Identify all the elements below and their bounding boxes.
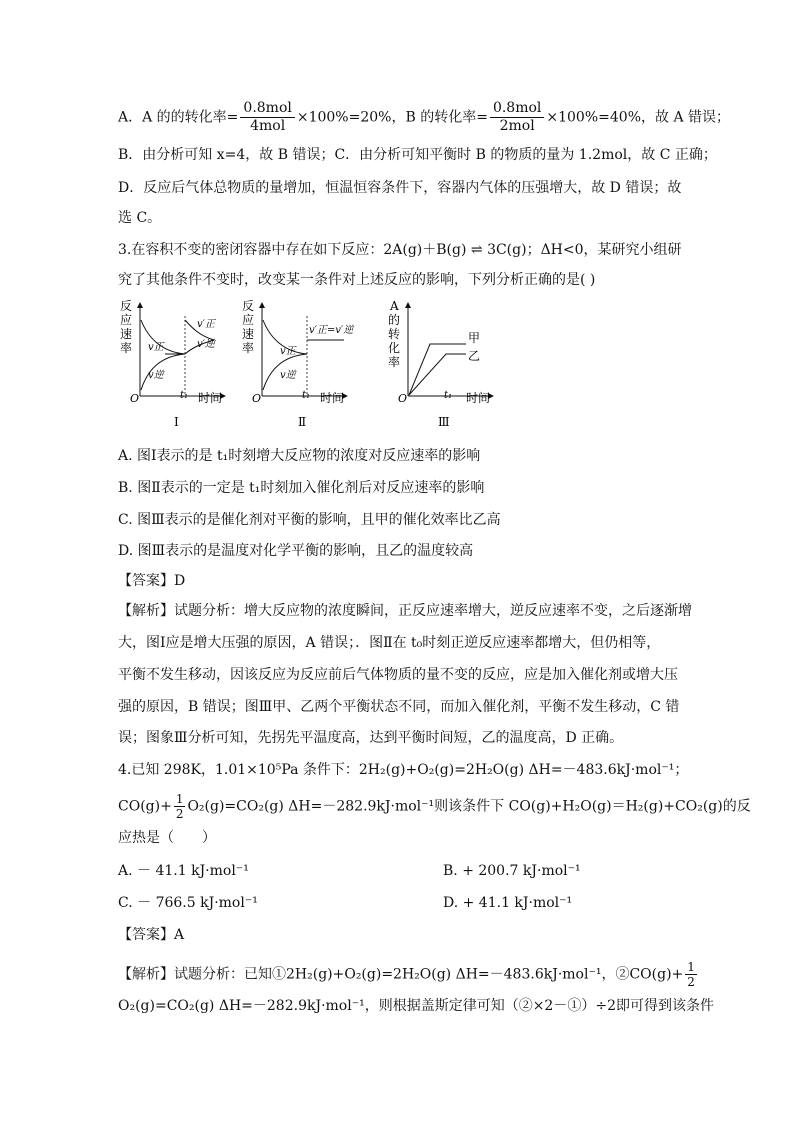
svg-text:t₁: t₁	[302, 390, 311, 401]
q3-stem-line2: 究了其他条件不变时，改变某一条件对上述反应的影响，下列分析正确的是( )	[118, 272, 596, 288]
svg-text:v逆: v逆	[148, 370, 164, 381]
svg-text:率: 率	[388, 355, 401, 369]
svg-text:应: 应	[242, 313, 255, 327]
svg-text:乙: 乙	[468, 349, 481, 363]
svg-text:A: A	[390, 299, 399, 313]
q3-analysis-line-5: 误；图象Ⅲ分析可知，先拐先平温度高，达到平衡时间短，乙的温度高，D 正确。	[118, 730, 624, 746]
q4-option-c: C. － 766.5 kJ·mol⁻¹	[118, 895, 258, 911]
g1-ylabel	[120, 299, 132, 355]
g3-series-jia	[409, 344, 466, 395]
q3-option-b: B. 图Ⅱ表示的一定是 t₁时刻加入催化剂后对反应速率的影响	[118, 480, 485, 496]
svg-text:甲: 甲	[468, 331, 481, 345]
q4-answer: 【答案】A	[118, 927, 185, 943]
q4-analysis-line-2: O₂(g)=CO₂(g) ΔH=－282.9kJ·mol⁻¹，则根据盖斯定律可知（②×2－①）÷2即可得到该条件	[118, 998, 714, 1014]
q4-stem-line3: 应热是（ ）	[118, 830, 216, 846]
svg-text:v′逆: v′逆	[197, 339, 215, 350]
q3-analysis-line-1: 【解析】试题分析：增大反应物的浓度瞬间，正反应速率增大，逆反应速率不变，之后逐渐增	[118, 603, 692, 619]
svg-text:v逆: v逆	[280, 370, 296, 381]
q2-option-d-analysis: D．反应后气体总物质的量增加，恒温恒容条件下，容器内气体的压强增大，故 D 错误；故	[118, 180, 682, 196]
svg-text:转: 转	[388, 327, 401, 341]
q2-option-bc-analysis: B．由分析可知 x=4，故 B 错误；C．由分析可知平衡时 B 的物质的量为 1.2mol，故 C 正确；	[118, 147, 717, 163]
svg-text:O: O	[398, 392, 408, 405]
analysis-half-fraction: $\frac{1}{2}$	[687, 960, 695, 989]
svg-text:Ⅲ: Ⅲ	[438, 415, 450, 429]
svg-text:O: O	[252, 392, 262, 405]
svg-text:反: 反	[120, 299, 133, 313]
q3-stem-line1: 3.在容积不变的密闭容器中存在如下反应：2A(g)＋B(g) ⇌ 3C(g)；ΔH<0，某研究小组研	[118, 242, 682, 258]
q4-option-d: D. + 41.1 kJ·mol⁻¹	[443, 895, 573, 911]
graph-3	[388, 299, 494, 429]
svg-text:的: 的	[388, 313, 401, 327]
svg-text:化: 化	[388, 341, 401, 355]
svg-text:Ⅱ: Ⅱ	[298, 415, 307, 429]
q3-answer: 【答案】D	[118, 573, 186, 589]
svg-text:v正: v正	[148, 342, 164, 353]
graph-1	[120, 299, 226, 429]
svg-text:时间: 时间	[198, 391, 223, 405]
graph-2	[242, 299, 355, 429]
svg-text:O: O	[130, 392, 140, 405]
q3-option-d: D. 图Ⅲ表示的是温度对化学平衡的影响，且乙的温度较高	[118, 543, 474, 559]
svg-text:v′正: v′正	[197, 319, 215, 330]
svg-text:反: 反	[242, 299, 255, 313]
g1-y-arrow	[137, 302, 143, 308]
q3-option-c: C. 图Ⅲ表示的是催化剂对平衡的影响，且甲的催化效率比乙高	[118, 512, 501, 528]
svg-text:速: 速	[242, 327, 255, 341]
q4-stem-line1: 4.已知 298K，1.01×10⁵Pa 条件下：2H₂(g)+O₂(g)=2H₂O(g) ΔH=－483.6kJ·mol⁻¹；	[118, 762, 689, 778]
q3-analysis-line-2: 大，图Ⅰ应是增大压强的原因，A 错误；．图Ⅱ在 t₀时刻正逆反应速率都增大，但仍相等，	[118, 635, 661, 651]
q2-option-a-analysis: A．A 的的转化率= $\frac{\text{0.8mol}}{\text{4mol}}$ ×100%=20%，B 的转化率= $\frac{\text{0.8mol}}{\text{2mol}}$ ×100%=40%，故 A 错误；	[118, 100, 731, 134]
q4-option-a: A. － 41.1 kJ·mol⁻¹	[118, 863, 249, 879]
svg-text:v′正=v′逆: v′正=v′逆	[309, 325, 354, 336]
g2-ylabel	[242, 299, 254, 355]
svg-text:率: 率	[242, 341, 255, 355]
q3-analysis-line-3: 平衡不发生移动，因该反应为反应前后气体物质的量不变的反应，应是加入催化剂或增大压	[118, 667, 678, 683]
svg-text:时间: 时间	[466, 391, 491, 405]
svg-text:时间: 时间	[320, 391, 345, 405]
fraction-b: $\frac{\text{0.8mol}}{\text{2mol}}$	[490, 100, 544, 135]
svg-text:应: 应	[120, 313, 133, 327]
fraction-a: $\frac{\text{0.8mol}}{\text{4mol}}$	[240, 100, 294, 135]
svg-text:Ⅰ: Ⅰ	[174, 415, 179, 429]
g3-ylabel	[388, 299, 400, 369]
q4-analysis-line-1: 【解析】试题分析：已知①2H₂(g)+O₂(g)=2H₂O(g) ΔH=－483.6kJ·mol⁻¹，②CO(g)+ $\frac{1}{2}$	[118, 960, 695, 989]
q3-analysis-line-4: 强的原因，B 错误；图Ⅲ甲、乙两个平衡状态不同，而加入催化剂，平衡不发生移动，C 错	[118, 699, 680, 715]
q3-graphs	[110, 298, 500, 433]
q3-option-a: A. 图Ⅰ表示的是 t₁时刻增大反应物的浓度对反应速率的影响	[118, 448, 481, 464]
q2-choice: 选 C。	[118, 210, 162, 226]
svg-text:率: 率	[120, 341, 133, 355]
svg-text:t₁: t₁	[444, 390, 453, 401]
svg-text:v正: v正	[280, 346, 296, 357]
svg-text:速: 速	[120, 327, 133, 341]
q4-stem-line2: CO(g)+ $\frac{1}{2}$ O₂(g)=CO₂(g) ΔH=－282.9kJ·mol⁻¹则该条件下 CO(g)+H₂O(g)＝H₂(g)+CO₂(g)的反	[118, 792, 751, 821]
svg-text:t₁: t₁	[180, 390, 189, 401]
half-fraction: $\frac{1}{2}$	[175, 792, 184, 821]
q4-option-b: B. + 200.7 kJ·mol⁻¹	[443, 863, 581, 879]
